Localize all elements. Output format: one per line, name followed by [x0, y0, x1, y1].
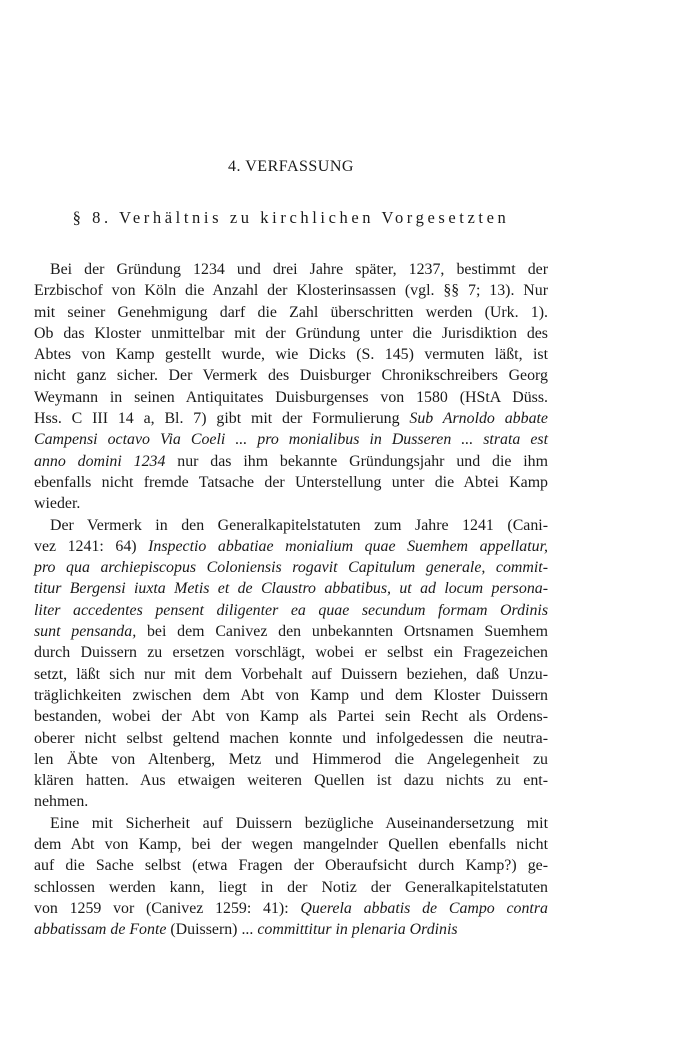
text-line — [34, 664, 548, 685]
text-line — [34, 408, 548, 429]
text-run: Abtes von Kamp gestellt wurde, wie Dicks (S. 145) vermuten läßt, ist — [34, 346, 548, 364]
text-run: bestanden, wobei der Abt von Kamp als Partei sein Recht als Ordens- — [34, 708, 548, 726]
italic-text: sunt pensanda, — [34, 623, 137, 641]
italic-text: committitur in plenaria Ordinis — [257, 921, 458, 939]
paragraph — [34, 515, 548, 813]
italic-text: Inspectio abbatiae monialium quae Suemhem appellatur, — [148, 537, 548, 555]
text-line — [34, 302, 548, 323]
chapter-heading: 4. VERFASSUNG — [228, 158, 354, 175]
text-line — [34, 919, 548, 940]
italic-text: pro qua archiepiscopus Coloniensis rogavit Capitulum generale, commit- — [34, 559, 548, 577]
text-run: nicht ganz sicher. Der Vermerk des Duisburger Chronikschreibers Georg — [34, 367, 548, 385]
text-line — [34, 621, 548, 642]
text-line — [34, 898, 548, 919]
text-line — [34, 685, 548, 706]
text-run: Der Vermerk in den Generalkapitelstatuten zum Jahre 1241 (Cani- — [50, 516, 548, 534]
text-run: (Duissern) ... — [166, 921, 258, 939]
text-line — [34, 323, 548, 344]
text-run: durch Duissern zu ersetzen vorschlägt, wobei er selbst ein Fragezeichen — [34, 644, 548, 662]
text-run: auf die Sache selbst (etwa Fragen der Oberaufsicht durch Kamp?) ge- — [34, 857, 548, 875]
text-run: nehmen. — [34, 793, 89, 811]
text-line — [34, 813, 548, 834]
text-run: len Äbte von Altenberg, Metz und Himmerod die Angelegenheit zu — [34, 750, 548, 768]
text-run: vez 1241: 64) — [34, 537, 149, 555]
text-line — [34, 387, 548, 408]
text-line — [34, 472, 548, 493]
text-run: Bei der Gründung 1234 und drei Jahre später, 1237, bestimmt der — [50, 261, 548, 278]
text-run: wieder. — [34, 495, 81, 513]
text-run: Hss. C III 14 a, Bl. 7) gibt mit der Formulierung — [34, 410, 410, 428]
text-run: träglichkeiten zwischen dem Abt von Kamp und dem Kloster Duissern — [34, 686, 548, 704]
text-run: Eine mit Sicherheit auf Duissern bezügliche Auseinandersetzung mit — [50, 814, 548, 832]
text-line — [34, 770, 548, 791]
text-line — [34, 855, 548, 876]
text-run: von 1259 vor (Canivez 1259: 41): — [34, 899, 301, 917]
text-line — [34, 451, 548, 472]
italic-text: Campensi octavo Via Coeli ... pro monialibus in Dusseren ... strata est — [34, 431, 548, 449]
text-run: nur das ihm bekannte Gründungsjahr und die ihm — [165, 452, 548, 470]
text-run: mit seiner Genehmigung darf die Zahl überschritten werden (Urk. 1). — [34, 303, 548, 321]
text-line — [34, 259, 548, 280]
text-line — [34, 557, 548, 578]
text-run: Erzbischof von Köln die Anzahl der Klosterinsassen (vgl. §§ 7; 13). Nur — [34, 282, 548, 300]
text-line — [34, 578, 548, 599]
text-line — [34, 877, 548, 898]
text-line — [34, 429, 548, 450]
text-line — [34, 706, 548, 727]
text-run: ebenfalls nicht fremde Tatsache der Unterstellung unter die Abtei Kamp — [34, 473, 548, 491]
italic-text: anno domini 1234 — [34, 452, 166, 470]
text-line — [34, 834, 548, 855]
italic-text: liter accedentes pensent diligenter ea quae secundum formam Ordinis — [34, 601, 548, 619]
text-run: bei dem Canivez den unbekannten Ortsnamen Suemhem — [136, 623, 548, 641]
text-run: klären hatten. Aus etwaigen weiteren Quellen ist dazu nichts zu ent- — [34, 772, 548, 790]
text-line — [34, 791, 548, 812]
italic-text: Querela abbatis de Campo contra — [300, 899, 548, 917]
text-line — [34, 365, 548, 386]
text-line — [34, 749, 548, 770]
text-run: setzt, läßt sich nur mit dem Vorbehalt auf Duissern beziehen, daß Unzu- — [34, 665, 548, 683]
section-heading: § 8. Verhältnis zu kirchlichen Vorgesetzten — [72, 208, 510, 227]
text-line — [34, 642, 548, 663]
text-line — [34, 600, 548, 621]
text-run: oberer nicht selbst geltend machen konnte und infolgedessen die neutra- — [34, 729, 548, 747]
text-line — [34, 728, 548, 749]
text-line — [34, 280, 548, 301]
text-line — [34, 344, 548, 365]
text-line — [34, 515, 548, 536]
text-run: Weymann in seinen Antiquitates Duisburgenses von 1580 (HStA Düss. — [34, 388, 548, 406]
text-run: Ob das Kloster unmittelbar mit der Gründung unter die Jurisdiktion des — [34, 324, 548, 342]
italic-text: titur Bergensi iuxta Metis et de Claustro abbatibus, ut ad locum persona- — [34, 580, 548, 598]
italic-text: Sub Arnoldo abbate — [409, 410, 548, 428]
text-line — [34, 493, 548, 514]
paragraph — [34, 259, 548, 515]
text-line — [34, 536, 548, 557]
text-run: schlossen werden kann, liegt in der Notiz der Generalkapitelstatuten — [34, 878, 548, 896]
text-run: dem Abt von Kamp, bei der wegen mangelnder Quellen ebenfalls nicht — [34, 836, 548, 854]
paragraph — [34, 813, 548, 941]
body-text — [34, 259, 548, 941]
italic-text: abbatissam de Fonte — [34, 921, 167, 939]
